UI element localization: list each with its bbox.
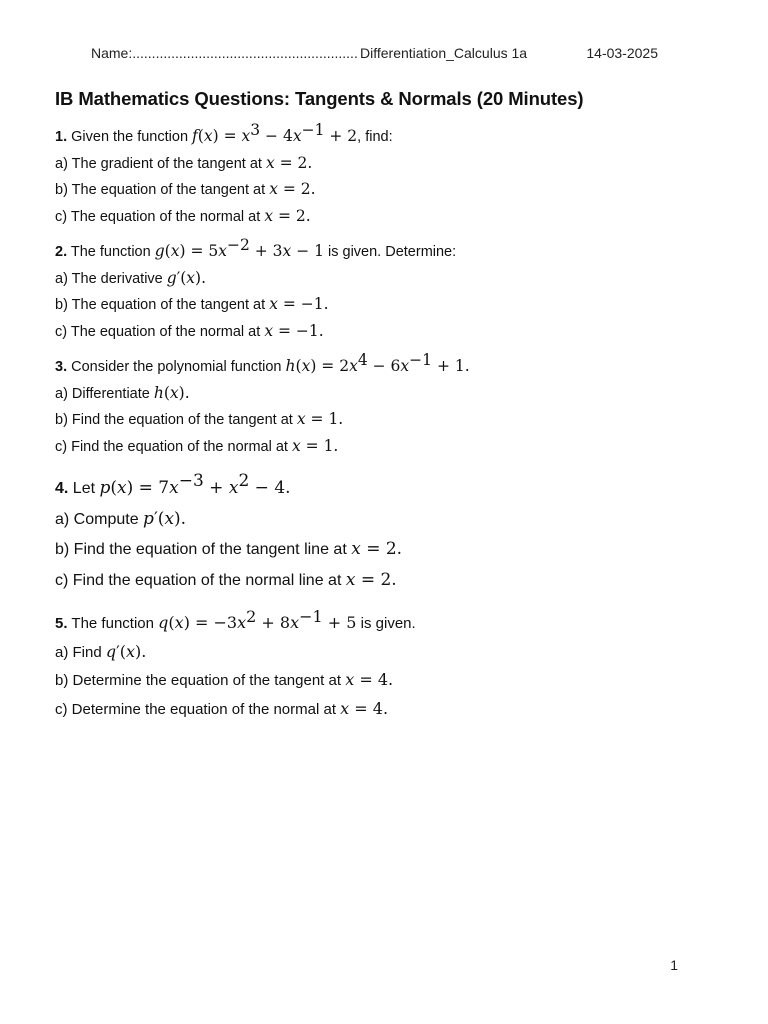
question-intro-text: Let — [72, 480, 96, 497]
question-1-part-c: c) The equation of the normal at x = 2. — [55, 206, 311, 225]
question-4 — [55, 473, 665, 595]
question-2-intro: 2. The function $g(x) = 5x^{-2} + 3x - 1$ is given. Determine: — [55, 236, 457, 260]
function-expression: q — [158, 613, 169, 632]
part-text: b) The equation of the tangent at — [55, 297, 266, 313]
part-text: c) The equation of the normal at — [55, 208, 261, 225]
question-intro-suffix: is given. — [360, 615, 416, 632]
worksheet-content — [55, 88, 665, 732]
question-intro-text: Consider the polynomial function — [71, 359, 282, 375]
function-expression: f — [192, 127, 198, 145]
part-text: a) Differentiate — [55, 385, 150, 402]
question-1-intro: 1. Given the function $f(x) = x^3 - 4x^{-1} + 2$, find: — [55, 121, 393, 145]
question-2-part-b: b) The equation of the tangent at x = −1. — [55, 295, 329, 313]
page-number: 1 — [670, 957, 678, 973]
question-1-part-b: b) The equation of the tangent at x = 2. — [55, 180, 316, 198]
question-3-intro: 3. Consider the polynomial function $h(x) = 2x^4 - 6x^{-1} + 1$. — [55, 351, 470, 375]
question-2-part-c: c) The equation of the normal at x = −1. — [55, 321, 324, 340]
part-text: c) The equation of the normal at — [55, 323, 261, 340]
question-4-part-c: c) Find the equation of the normal line at x = 2. — [55, 569, 397, 590]
question-intro-text: The function — [70, 244, 151, 260]
part-text: b) Determine the equation of the tangent at — [55, 672, 342, 689]
part-text: a) The derivative — [55, 270, 163, 287]
question-2-part-a: a) The derivative g′(x). — [55, 268, 207, 287]
question-5-part-c: c) Determine the equation of the normal at x = 4. — [55, 698, 389, 718]
question-5 — [55, 609, 665, 723]
question-3 — [55, 353, 665, 459]
header-date: 14-03-2025 — [586, 45, 658, 61]
question-4-part-b: b) Find the equation of the tangent line at x = 2. — [55, 539, 403, 559]
question-4-part-a: a) Compute p′(x). — [55, 508, 187, 529]
question-4-intro: 4. Let $p(x) = 7x^{-3} + x^2 - 4$. — [55, 471, 291, 498]
page-header — [91, 45, 658, 63]
question-intro-suffix: , find: — [357, 129, 393, 145]
question-intro-text: The function — [71, 615, 154, 632]
question-3-part-b: b) Find the equation of the tangent at x = 1. — [55, 410, 344, 428]
part-text: b) Find the equation of the tangent line at — [55, 541, 347, 558]
question-number: 1. — [55, 129, 68, 145]
part-text: a) Compute — [55, 510, 139, 528]
question-number: 4. — [55, 480, 69, 497]
question-number: 5. — [55, 615, 68, 632]
course-title: Differentiation_Calculus 1a — [360, 45, 528, 61]
worksheet-title: IB Mathematics Questions: Tangents & Normals (20 Minutes) — [55, 88, 584, 109]
question-3-part-a: a) Differentiate h(x). — [55, 383, 190, 402]
question-5-part-b: b) Determine the equation of the tangent at x = 4. — [55, 670, 394, 689]
question-1-part-a: a) The gradient of the tangent at x = 2. — [55, 153, 313, 172]
question-5-intro: 5. The function $q(x) = -3x^2 + 8x^{-1} + 5$ is given. — [55, 607, 416, 632]
part-text: b) The equation of the tangent at — [55, 182, 266, 198]
question-2 — [55, 238, 665, 344]
function-expression: h — [285, 357, 296, 375]
name-field-label: Name:.......................................................... — [91, 45, 358, 61]
part-text: a) Find — [55, 643, 102, 661]
part-text: c) Determine the equation of the normal at — [55, 700, 336, 718]
question-1 — [55, 123, 665, 229]
question-number: 3. — [55, 359, 68, 375]
function-expression: p — [99, 478, 111, 498]
question-5-part-a: a) Find q′(x). — [55, 641, 147, 661]
function-expression: g — [154, 242, 165, 260]
question-3-part-c: c) Find the equation of the normal at x = 1. — [55, 436, 339, 455]
part-text: a) The gradient of the tangent at — [55, 155, 262, 172]
question-number: 2. — [55, 244, 68, 260]
question-intro-suffix: is given. Determine: — [328, 244, 457, 260]
part-text: c) Find the equation of the normal line at — [55, 571, 342, 589]
part-text: c) Find the equation of the normal at — [55, 438, 288, 455]
part-text: b) Find the equation of the tangent at — [55, 412, 293, 428]
question-intro-text: Given the function — [71, 129, 189, 145]
